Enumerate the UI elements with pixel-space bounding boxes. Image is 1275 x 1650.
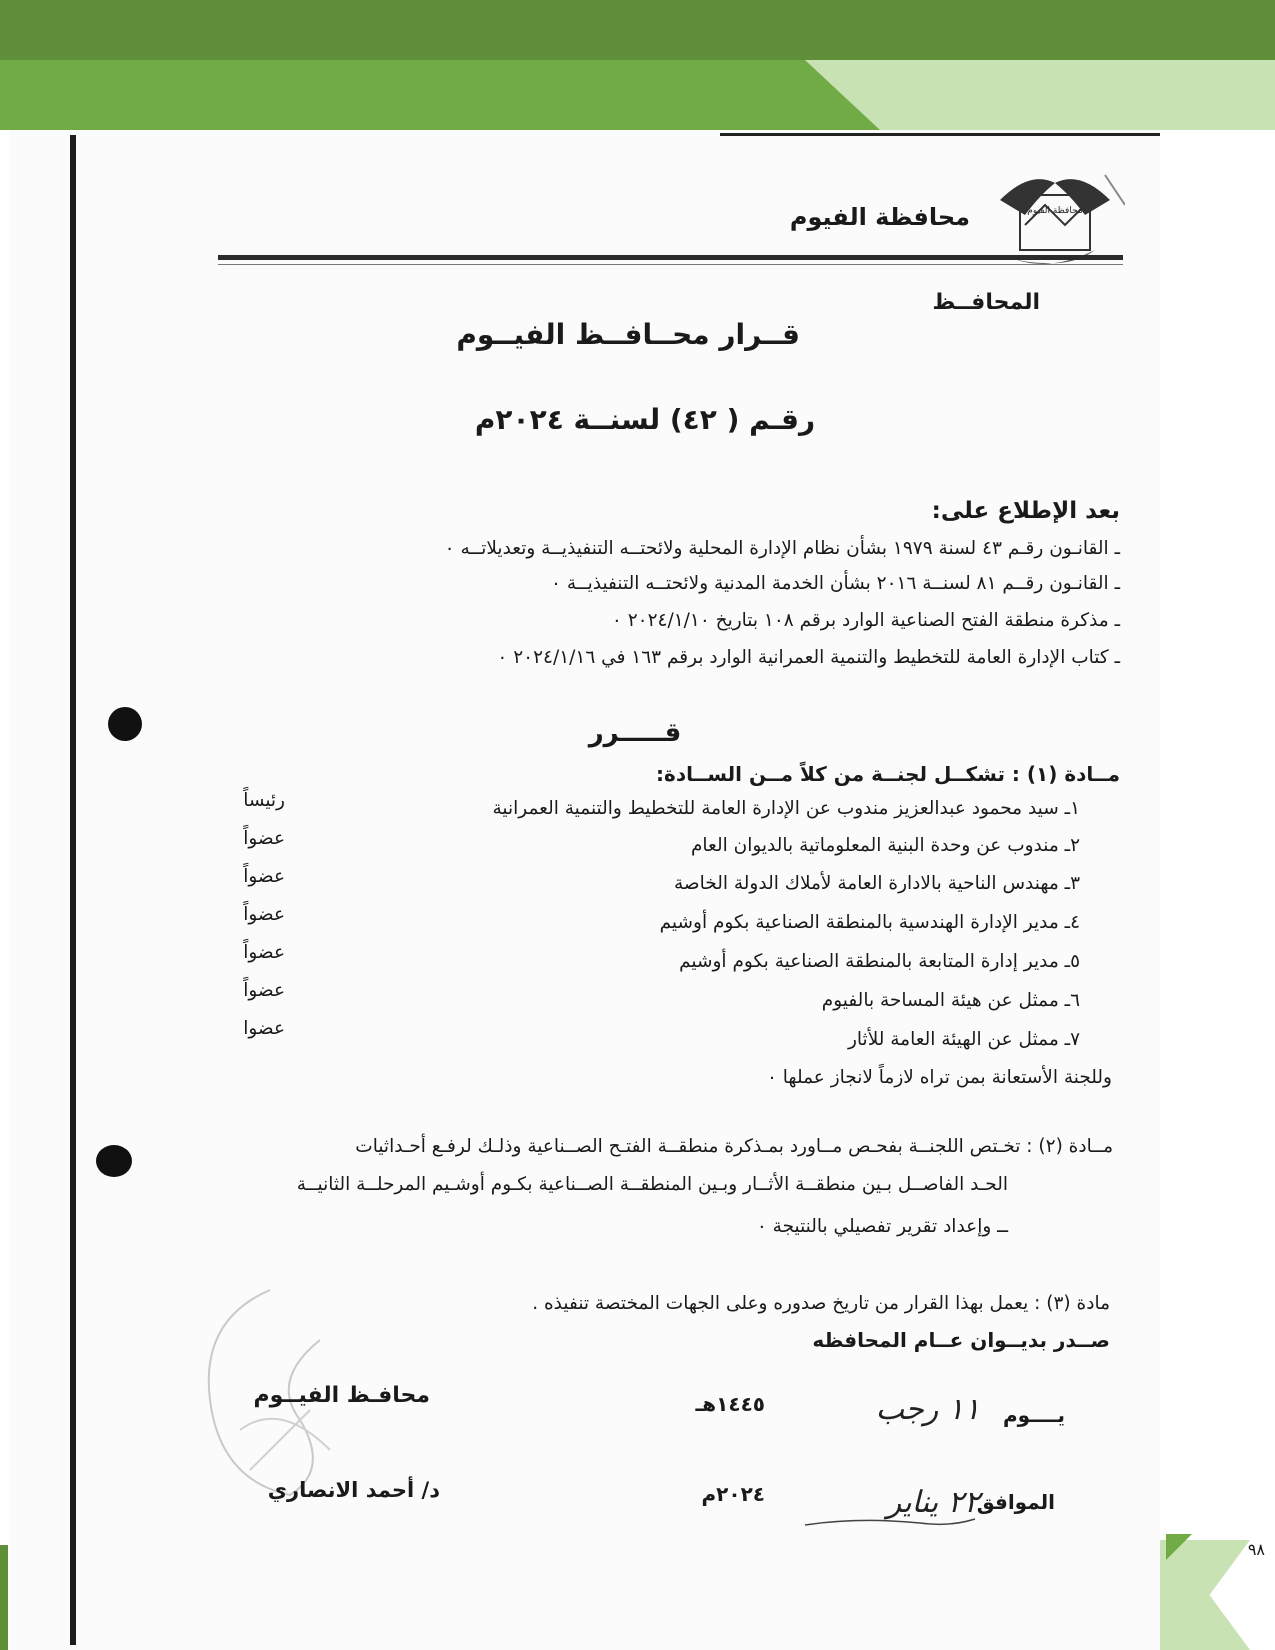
governor-name: د/ أحمد الانصاري bbox=[267, 1478, 440, 1502]
decided-heading: قـــــرر bbox=[588, 718, 682, 748]
page-number: ٩٨ bbox=[1247, 1540, 1265, 1559]
member-line: ٤ـ مدير الإدارة الهندسية بالمنطقة الصناعية بكوم أوشيم bbox=[659, 912, 1080, 933]
preamble-item: ـ القانـون رقـم ٤٣ لسنة ١٩٧٩ بشأن نظام الإدارة المحلية ولائحتــه التنفيذيــة وتعديلاتــه ٠ bbox=[444, 538, 1120, 559]
punch-hole-mark bbox=[108, 707, 142, 741]
member-line: ٢ـ مندوب عن وحدة البنية المعلوماتية بالديوان العام bbox=[690, 835, 1080, 856]
preamble-item: ـ مذكرة منطقة الفتح الصناعية الوارد برقم ١٠٨ بتاريخ ٢٠٢٤/١/١٠ ٠ bbox=[611, 610, 1120, 631]
preamble-item: ـ كتاب الإدارة العامة للتخطيط والتنمية العمرانية الوارد برقم ١٦٣ في ٢٠٢٤/١/١٦ ٠ bbox=[497, 647, 1120, 668]
member-role: عضوا bbox=[243, 1018, 285, 1039]
article3-line1: مادة (٣) : يعمل بهذا القرار من تاريخ صدوره وعلى الجهات المختصة تنفيذه . bbox=[532, 1293, 1110, 1314]
office-label: المحافــظ bbox=[932, 290, 1040, 315]
preamble-heading: بعد الإطلاع على: bbox=[931, 498, 1120, 524]
day-label: يــــوم bbox=[1002, 1403, 1065, 1427]
article2-line1: مــادة (٢) : تخـتص اللجنــة بفحـص مــاورد بمـذكرة منطقــة الفتـح الصــناعية وذلـك لرفـع أحـداثيات bbox=[355, 1136, 1113, 1157]
header-divider-thin bbox=[218, 264, 1123, 265]
article2-line2: الحـد الفاصــل بـين منطقــة الأثــار وبـين المنطقــة الصــناعية بكـوم أوشـيم المرحلــة الثانيــة bbox=[296, 1174, 1008, 1195]
decision-number: رقـم ( ٤٢) لسنــة ٢٠٢٤م bbox=[474, 403, 816, 436]
header-band-dark bbox=[0, 0, 1275, 60]
member-role: عضواً bbox=[243, 904, 285, 925]
day-handwritten: ١١ رجب bbox=[875, 1392, 980, 1427]
scan-edge-top bbox=[720, 133, 1160, 136]
article1-note: وللجنة الأستعانة بمن تراه لازماً لانجاز عملها ٠ bbox=[766, 1067, 1112, 1088]
member-line: ٣ـ مهندس الناحية بالادارة العامة لأملاك الدولة الخاصة bbox=[674, 873, 1080, 894]
date-handwritten: ٢٢ يناير bbox=[886, 1485, 980, 1520]
member-role: عضواً bbox=[243, 866, 285, 887]
governor-title: محافـظ الفيــوم bbox=[253, 1383, 430, 1408]
punch-hole-mark bbox=[96, 1145, 132, 1177]
member-line: ٧ـ ممثل عن الهيئة العامة للأثار bbox=[847, 1029, 1080, 1050]
member-line: ٦ـ ممثل عن هيئة المساحة بالفيوم bbox=[821, 990, 1080, 1011]
member-line: ١ـ سيد محمود عبدالعزيز مندوب عن الإدارة العامة للتخطيط والتنمية العمرانية bbox=[492, 798, 1080, 819]
member-role: عضواً bbox=[243, 980, 285, 1001]
article2-line3: ــ وإعداد تقرير تفصيلي بالنتيجة ٠ bbox=[756, 1216, 1008, 1237]
decision-title: قــرار محــافــظ الفيــوم bbox=[456, 318, 800, 351]
gregorian-year: ٢٠٢٤م bbox=[701, 1482, 765, 1506]
preamble-item: ـ القانـون رقــم ٨١ لسنــة ٢٠١٦ بشأن الخدمة المدنية ولائحتــه التنفيذيــة ٠ bbox=[551, 573, 1120, 594]
issued-at: صــدر بديــوان عــام المحافظه bbox=[812, 1328, 1110, 1352]
hijri-year: ١٤٤٥هـ bbox=[695, 1392, 765, 1416]
corresponding-label: الموافق bbox=[976, 1490, 1055, 1514]
header-divider bbox=[218, 255, 1123, 260]
scan-edge-left bbox=[70, 135, 76, 1645]
emblem-text: محافظة الفيوم bbox=[1027, 206, 1083, 216]
corner-bar-left bbox=[0, 1545, 8, 1650]
article1-heading: مــادة (١) : تشكــل لجنــة من كلاً مــن الســادة: bbox=[656, 762, 1120, 786]
member-role: رئيساً bbox=[243, 790, 285, 811]
governorate-label: محافظة الفيوم bbox=[789, 203, 970, 231]
member-role: عضواً bbox=[243, 828, 285, 849]
member-line: ٥ـ مدير إدارة المتابعة بالمنطقة الصناعية بكوم أوشيم bbox=[679, 951, 1080, 972]
member-role: عضواً bbox=[243, 942, 285, 963]
date-underline-scribble bbox=[800, 1515, 980, 1535]
